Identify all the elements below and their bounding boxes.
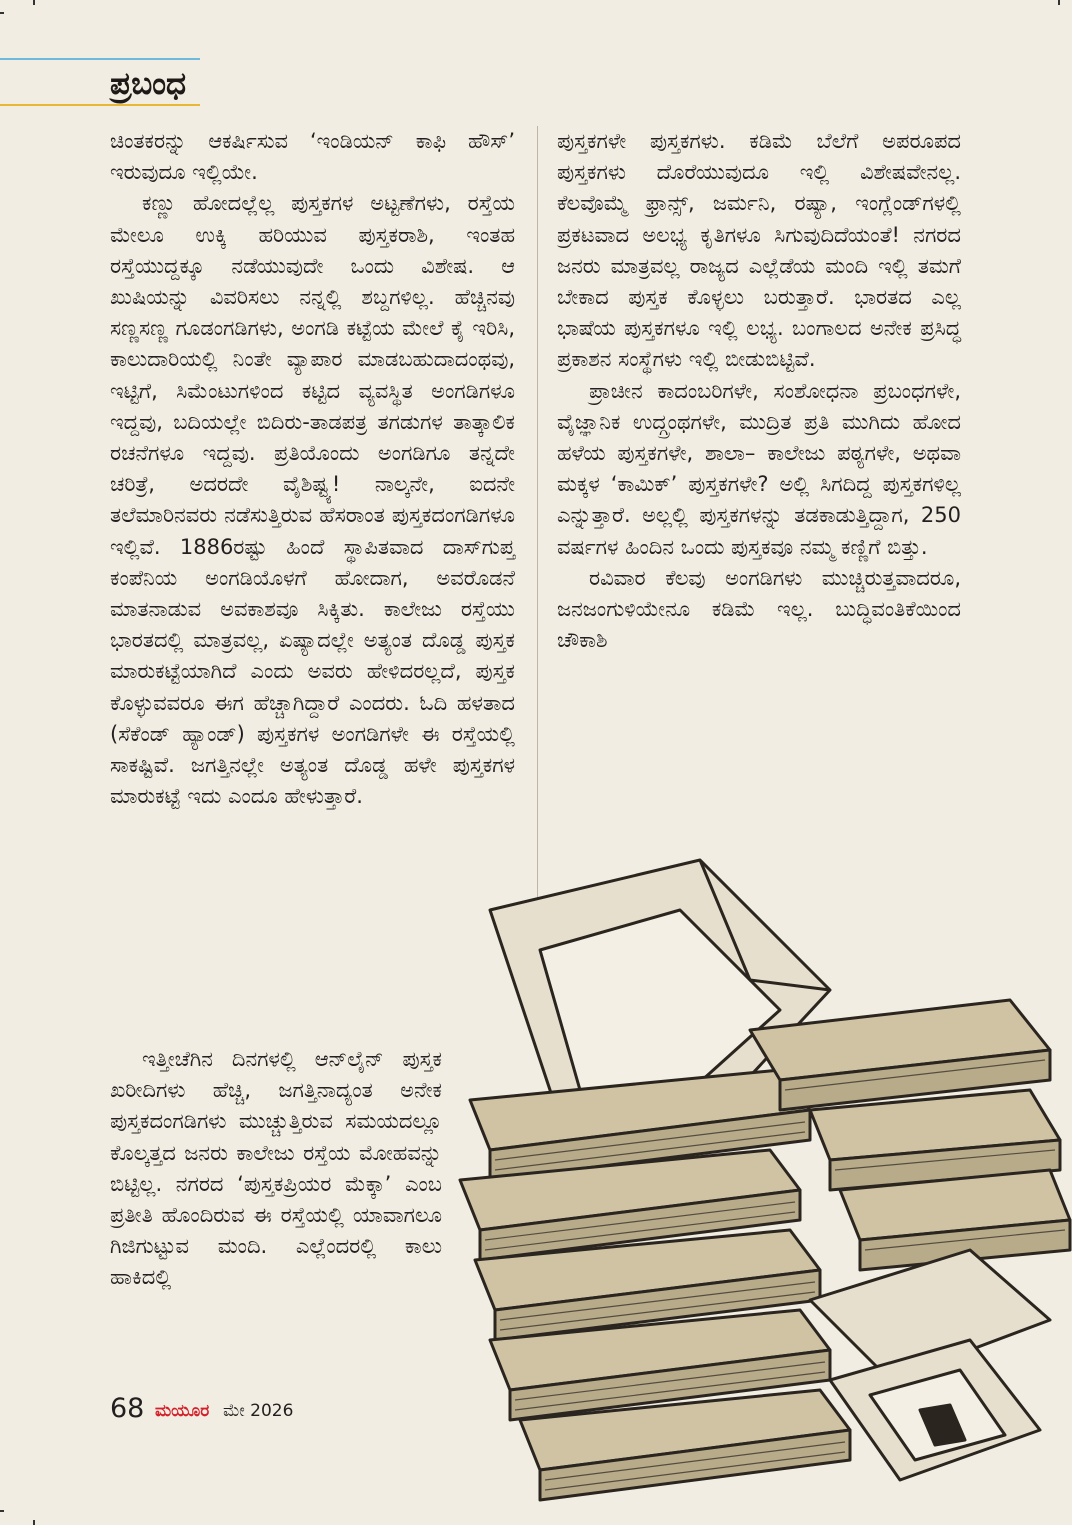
paragraph: ಇತ್ತೀಚೆಗಿನ ದಿನಗಳಲ್ಲಿ ಆನ್‌ಲೈನ್ ಪುಸ್ತಕ ಖರೀದಿಗಳು ಹೆಚ್ಚಿ, ಜಗತ್ತಿನಾದ್ಯಂತ ಅನೇಕ ಪುಸ್ತಕದಂಗಡಿಗಳು ಮುಚ್ಚುತ್ತಿರುವ ಸಮಯದಲ್ಲೂ ಕೊಲ್ಕತ್ತದ ಜನರು ಕಾಲೇಜು ರಸ್ತೆಯ ಮೋಹವನ್ನು ಬಿಟ್ಟಿಲ್ಲ. ನಗರದ ‘ಪುಸ್ತಕಪ್ರಿಯರ ಮೆಕ್ಕಾ’ ಎಂಬ ಪ್ರತೀತಿ ಹೊಂದಿರುವ ಈ ರಸ್ತೆಯಲ್ಲಿ ಯಾವಾಗಲೂ ಗಿಜಿಗುಟ್ಟುವ ಮಂದಿ. ಎಲ್ಲೆಂದರಲ್ಲಿ ಕಾಲು ಹಾಕಿದಲ್ಲಿ (110, 1047, 442, 1290)
crop-mark (1058, 0, 1060, 5)
left-column-narrow (110, 1044, 442, 1294)
left-column (110, 126, 515, 812)
section-header (0, 56, 200, 108)
right-column (557, 126, 961, 656)
paragraph: ಕಣ್ಣು ಹೋದಲ್ಲೆಲ್ಲ ಪುಸ್ತಕಗಳ ಅಟ್ಟಣೆಗಳು, ರಸ್ತೆಯ ಮೇಲೂ ಉಕ್ಕಿ ಹರಿಯುವ ಪುಸ್ತಕರಾಶಿ, ಇಂತಹ ರಸ್ತೆಯುದ್ದಕ್ಕೂ ನಡೆಯುವುದೇ ಒಂದು ವಿಶೇಷ. ಆ ಖುಷಿಯನ್ನು ವಿವರಿಸಲು ನನ್ನಲ್ಲಿ ಶಬ್ದಗಳಿಲ್ಲ. ಹೆಚ್ಚಿನವು ಸಣ್ಣಸಣ್ಣ ಗೂಡಂಗಡಿಗಳು, ಅಂಗಡಿ ಕಟ್ಟೆಯ ಮೇಲೆ ಕೈ ಇರಿಸಿ, ಕಾಲುದಾರಿಯಲ್ಲಿ ನಿಂತೇ ವ್ಯಾಪಾರ ಮಾಡಬಹುದಾದಂಥವು, ಇಟ್ಟಿಗೆ, ಸಿಮೆಂಟುಗಳಿಂದ ಕಟ್ಟಿದ ವ್ಯವಸ್ಥಿತ ಅಂಗಡಿಗಳೂ ಇದ್ದವು, ಬದಿಯಲ್ಲೇ ಬಿದಿರು-ತಾಡಪತ್ರ ತಗಡುಗಳ ತಾತ್ಕಾಲಿಕ ರಚನೆಗಳೂ ಇದ್ದವು. ಪ್ರತಿಯೊಂದು ಅಂಗಡಿಗೂ ತನ್ನದೇ ಚರಿತ್ರೆ, ಅದರದೇ ವೈಶಿಷ್ಟ್ಯ! ನಾಲ್ಕನೇ, ಐದನೇ ತಲೆಮಾರಿನವರು ನಡೆಸುತ್ತಿರುವ ಹೆಸರಾಂತ ಪುಸ್ತಕದಂಗಡಿಗಳೂ ಇಲ್ಲಿವೆ. 1886ರಷ್ಟು ಹಿಂದೆ ಸ್ಥಾಪಿತವಾದ ದಾಸ್‌ಗುಪ್ತ ಕಂಪೆನಿಯ ಅಂಗಡಿಯೊಳಗೆ ಹೋದಾಗ, ಅವರೊಡನೆ ಮಾತನಾಡುವ ಅವಕಾಶವೂ ಸಿಕ್ಕಿತು. ಕಾಲೇಜು ರಸ್ತೆಯು ಭಾರತದಲ್ಲಿ ಮಾತ್ರವಲ್ಲ, ಏಷ್ಯಾದಲ್ಲೇ ಅತ್ಯಂತ ದೊಡ್ಡ ಪುಸ್ತಕ ಮಾರುಕಟ್ಟೆಯಾಗಿದೆ ಎಂದು ಅವರು ಹೇಳಿದರಲ್ಲದೆ, ಪುಸ್ತಕ ಕೊಳ್ಳುವವರೂ ಈಗ ಹೆಚ್ಚಾಗಿದ್ದಾರೆ ಎಂದರು. ಓದಿ ಹಳತಾದ (ಸೆಕೆಂಡ್ ಹ್ಯಾಂಡ್) ಪುಸ್ತಕಗಳ ಅಂಗಡಿಗಳೇ ಈ ರಸ್ತೆಯಲ್ಲಿ ಸಾಕಷ್ಟಿವೆ. ಜಗತ್ತಿನಲ್ಲೇ ಅತ್ಯಂತ ದೊಡ್ಡ ಹಳೇ ಪುಸ್ತಕಗಳ ಮಾರುಕಟ್ಟೆ ಇದು ಎಂದೂ ಹೇಳುತ್ತಾರೆ. (110, 191, 515, 809)
header-rule-top (0, 58, 200, 60)
paragraph: ಪ್ರಾಚೀನ ಕಾದಂಬರಿಗಳೇ, ಸಂಶೋಧನಾ ಪ್ರಬಂಧಗಳೇ, ವೈಜ್ಞಾನಿಕ ಉದ್ಗ್ರಂಥಗಳೇ, ಮುದ್ರಿತ ಪ್ರತಿ ಮುಗಿದು ಹೋದ ಹಳೆಯ ಪುಸ್ತಕಗಳೇ, ಶಾಲಾ– ಕಾಲೇಜು ಪಠ್ಯಗಳೇ, ಅಥವಾ ಮಕ್ಕಳ ‘ಕಾಮಿಕ್’ ಪುಸ್ತಕಗಳೇ? ಅಲ್ಲಿ ಸಿಗದಿದ್ದ ಪುಸ್ತಕಗಳಿಲ್ಲ ಎನ್ನುತ್ತಾರೆ. ಅಲ್ಲಲ್ಲಿ ಪುಸ್ತಕಗಳನ್ನು ತಡಕಾಡುತ್ತಿದ್ದಾಗ, 250 ವರ್ಷಗಳ ಹಿಂದಿನ ಒಂದು ಪುಸ್ತಕವೂ ನಮ್ಮ ಕಣ್ಣಿಗೆ ಬಿತ್ತು. (557, 378, 961, 559)
page-number: 68 (110, 1393, 145, 1424)
magazine-name: ಮಯೂರ (155, 1401, 210, 1421)
paragraph: ಪುಸ್ತಕಗಳೇ ಪುಸ್ತಕಗಳು. ಕಡಿಮೆ ಬೆಲೆಗೆ ಅಪರೂಪದ ಪುಸ್ತಕಗಳು ದೊರೆಯುವುದೂ ಇಲ್ಲಿ ವಿಶೇಷವೇನಲ್ಲ. ಕೆಲವೊಮ್ಮೆ ಫ್ರಾನ್ಸ್, ಜರ್ಮನಿ, ರಷ್ಯಾ, ಇಂಗ್ಲೆಂಡ್‌ಗಳಲ್ಲಿ ಪ್ರಕಟವಾದ ಅಲಭ್ಯ ಕೃತಿಗಳೂ ಸಿಗುವುದಿದೆಯಂತೆ! ನಗರದ ಜನರು ಮಾತ್ರವಲ್ಲ ರಾಜ್ಯದ ಎಲ್ಲೆಡೆಯ ಮಂದಿ ಇಲ್ಲಿ ತಮಗೆ ಬೇಕಾದ ಪುಸ್ತಕ ಕೊಳ್ಳಲು ಬರುತ್ತಾರೆ. ಭಾರತದ ಎಲ್ಲ ಭಾಷೆಯ ಪುಸ್ತಕಗಳೂ ಇಲ್ಲಿ ಲಭ್ಯ. ಬಂಗಾಲದ ಅನೇಕ ಪ್ರಸಿದ್ಧ ಪ್ರಕಾಶನ ಸಂಸ್ಥೆಗಳು ಇಲ್ಲಿ ಬೀಡುಬಿಟ್ಟಿವೆ. (557, 129, 961, 372)
crop-mark (33, 0, 35, 5)
books-stack-illustration (450, 850, 1072, 1525)
paragraph: ಚಿಂತಕರನ್ನು ಆಕರ್ಷಿಸುವ ‘ಇಂಡಿಯನ್ ಕಾಫಿ ಹೌಸ್’ ಇರುವುದೂ ಇಲ್ಲಿಯೇ. (110, 129, 515, 185)
issue-date: ಮೇ 2026 (223, 1401, 294, 1421)
header-rule-bottom (0, 104, 200, 106)
crop-mark (0, 1510, 4, 1512)
paragraph: ರವಿವಾರ ಕೆಲವು ಅಂಗಡಿಗಳು ಮುಚ್ಚಿರುತ್ತವಾದರೂ, ಜನಜಂಗುಳಿಯೇನೂ ಕಡಿಮೆ ಇಲ್ಲ. ಬುದ್ಧಿವಂತಿಕೆಯಿಂದ ಚೌಕಾಶಿ (557, 565, 961, 653)
section-title: ಪ್ರಬಂಧ (110, 66, 186, 102)
crop-mark (33, 1520, 35, 1525)
crop-mark (0, 12, 4, 14)
